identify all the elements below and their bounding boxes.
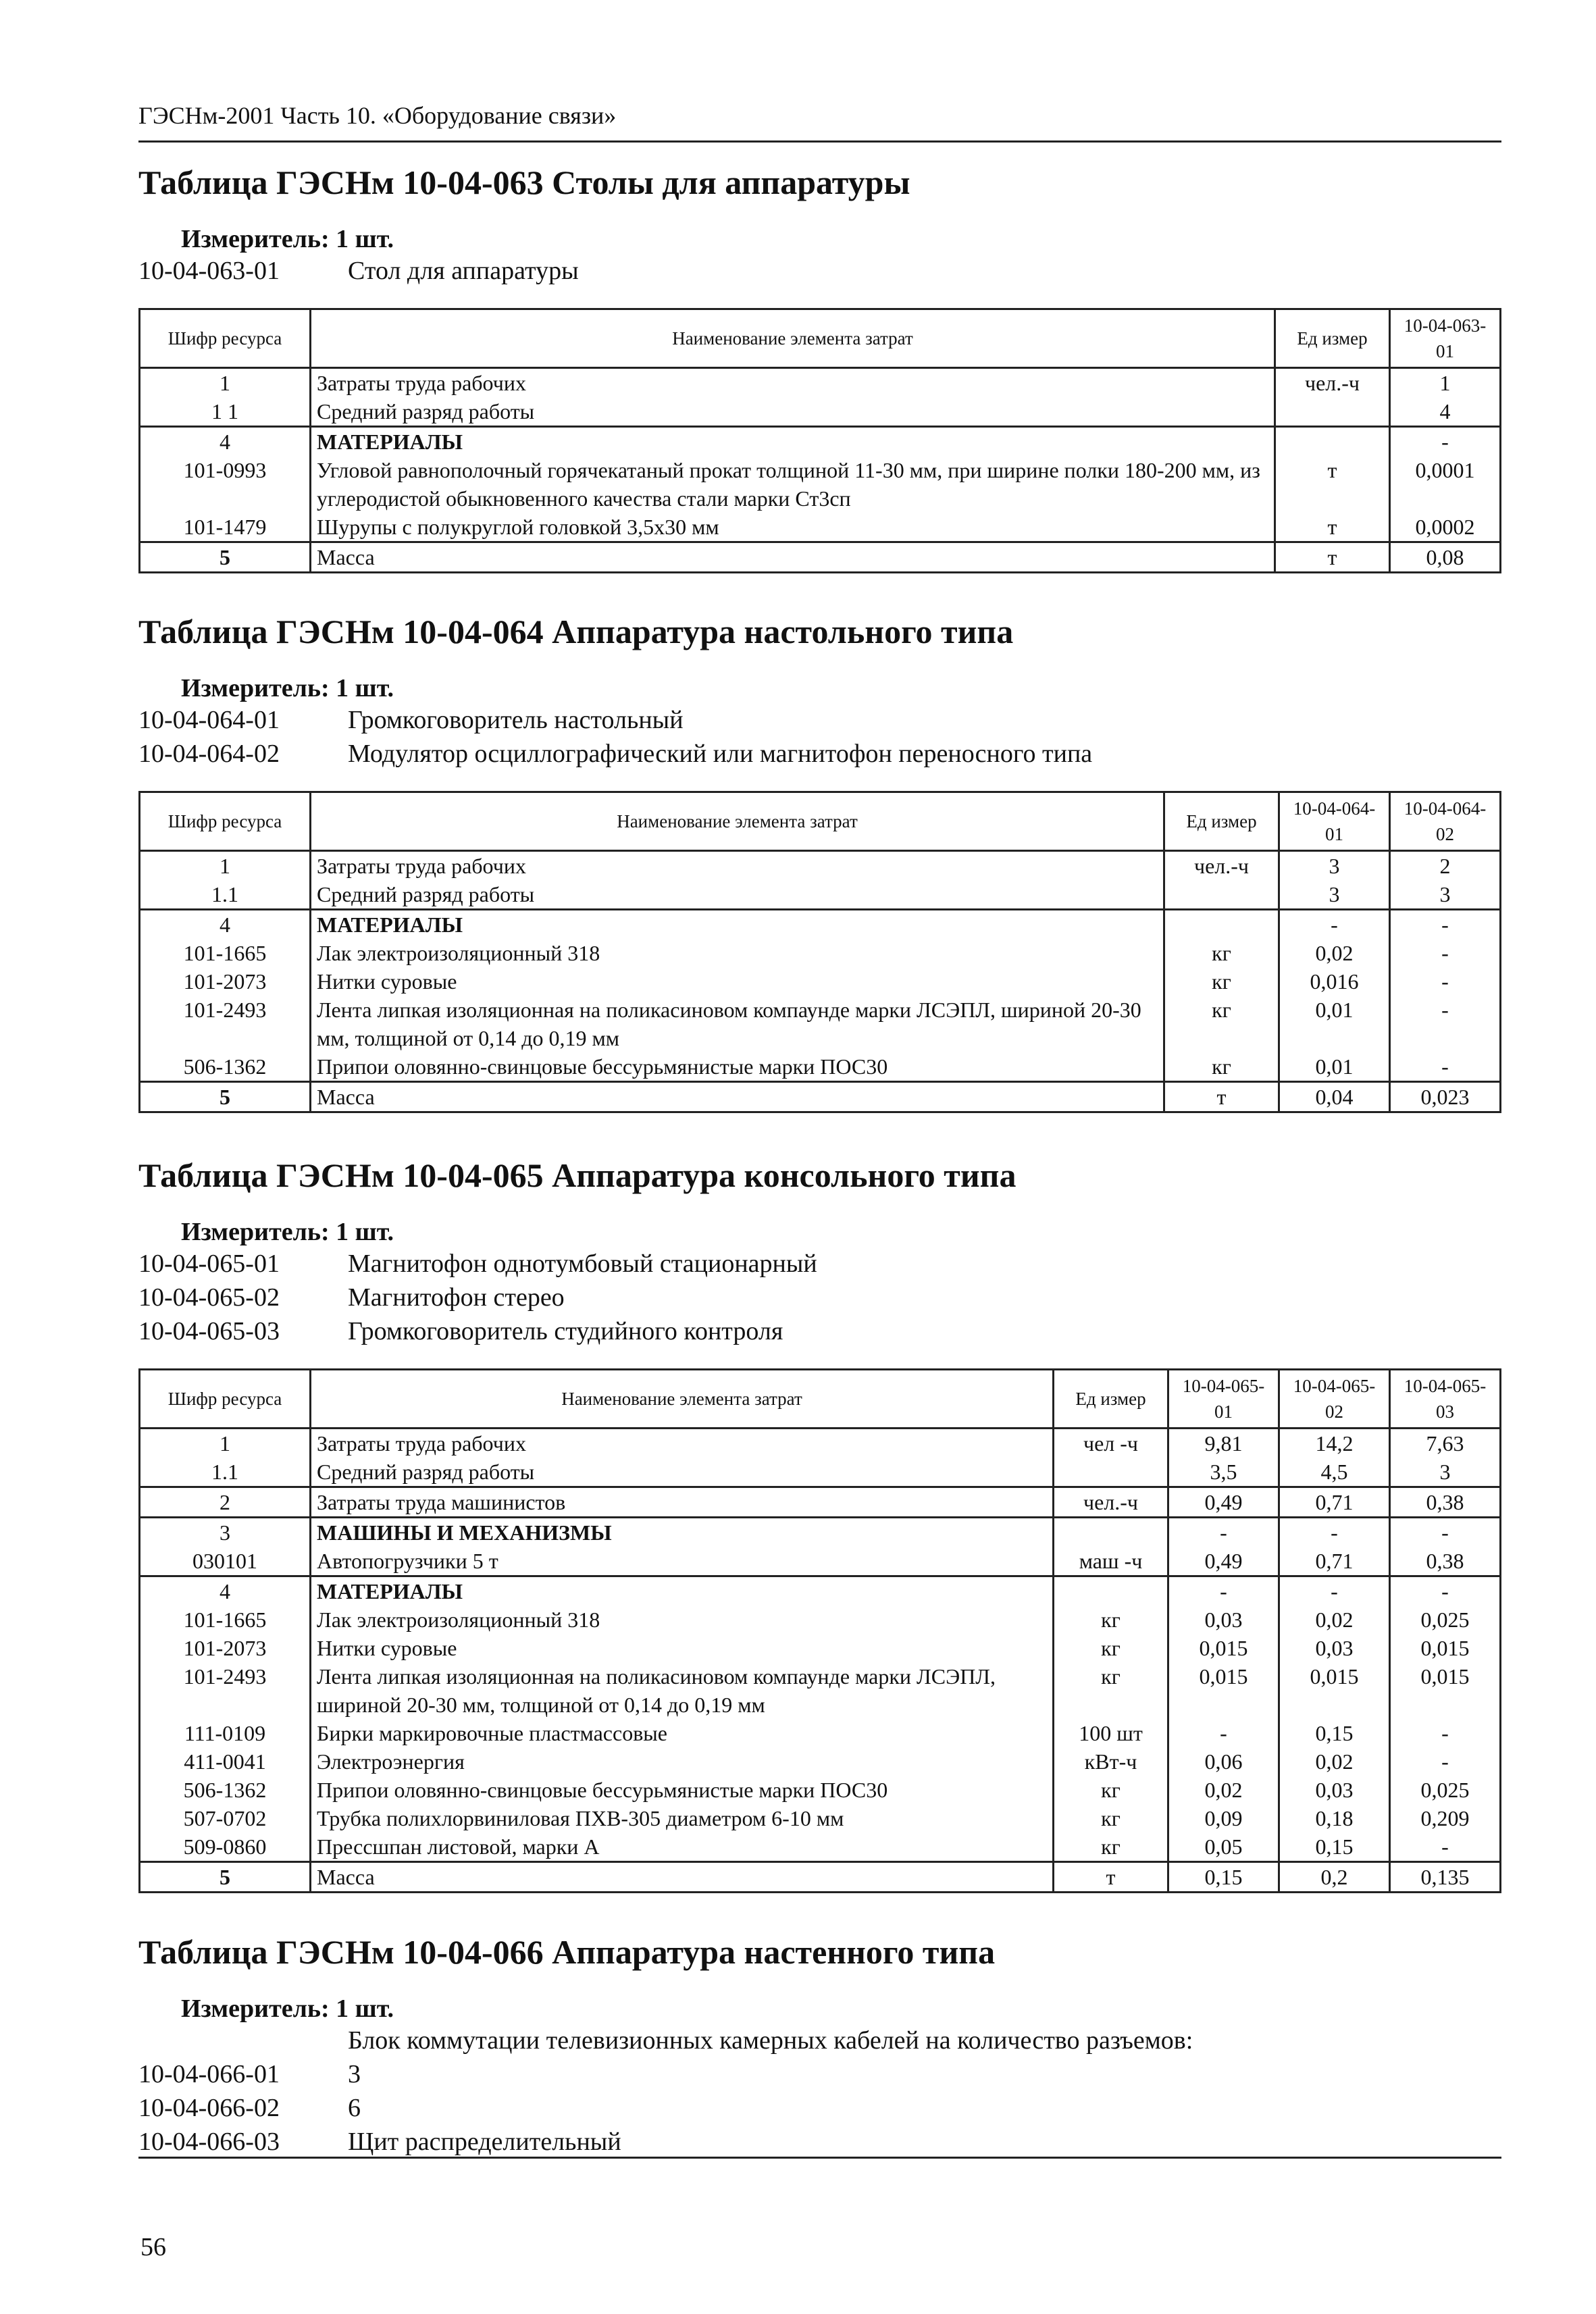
value-cell: 0,209 (1390, 1804, 1501, 1832)
value-cell: 0,135 (1390, 1862, 1501, 1893)
value-cell: - (1390, 427, 1501, 457)
norm-item (138, 703, 1501, 737)
resource-code: 5 (140, 1082, 311, 1112)
column-header: Шифр ресурса (140, 792, 311, 851)
table-row (140, 1719, 1501, 1747)
value-cell: - (1390, 1052, 1501, 1082)
unit-cell (1054, 1576, 1168, 1606)
unit-cell: кг (1054, 1804, 1168, 1832)
value-cell: - (1390, 1719, 1501, 1747)
value-cell: 0,38 (1390, 1547, 1501, 1576)
table-row (140, 1832, 1501, 1862)
cost-element-name: МАТЕРИАЛЫ (311, 427, 1275, 457)
norm-item (138, 254, 1501, 288)
value-cell: 0,03 (1279, 1634, 1390, 1662)
value-cell: - (1390, 910, 1501, 940)
unit-cell: т (1275, 456, 1390, 513)
resource-code: 101-2493 (140, 1662, 311, 1719)
resource-code: 1.1 (140, 1458, 311, 1487)
table-row (140, 967, 1501, 996)
page-number: 56 (140, 2233, 166, 2261)
resource-code: 4 (140, 1576, 311, 1606)
value-cell: 7,63 (1390, 1429, 1501, 1458)
resource-code: 111-0109 (140, 1719, 311, 1747)
resource-code: 4 (140, 427, 311, 457)
table-row (140, 939, 1501, 967)
unit-cell: кВт-ч (1054, 1747, 1168, 1776)
resource-code: 1 1 (140, 397, 311, 427)
norm-name: Стол для аппаратуры (348, 257, 579, 285)
value-cell: 3 (1279, 851, 1390, 881)
table-row (140, 513, 1501, 542)
unit-cell (1164, 880, 1279, 910)
column-header: Ед измер (1054, 1370, 1168, 1429)
value-cell: 0,016 (1279, 967, 1390, 996)
resource-code: 411-0041 (140, 1747, 311, 1776)
cost-element-name: Лак электроизоляционный 318 (311, 939, 1164, 967)
value-cell: 0,71 (1279, 1547, 1390, 1576)
value-cell: 0,015 (1168, 1634, 1279, 1662)
unit-cell: кг (1164, 967, 1279, 996)
table-row (140, 1518, 1501, 1547)
resource-code: 1 (140, 851, 311, 881)
running-header: ГЭСНм-2001 Часть 10. «Оборудование связи» (138, 102, 617, 129)
norm-code: 10-04-066-01 (138, 2060, 280, 2088)
value-cell: 0,09 (1168, 1804, 1279, 1832)
unit-cell: чел.-ч (1054, 1487, 1168, 1518)
unit-cell (1164, 910, 1279, 940)
value-cell: - (1390, 996, 1501, 1052)
cost-element-name: Средний разряд работы (311, 880, 1164, 910)
value-cell: 0,01 (1279, 1052, 1390, 1082)
table-section-066 (138, 1932, 1501, 2159)
resource-code: 101-2493 (140, 996, 311, 1052)
value-cell: - (1168, 1719, 1279, 1747)
cost-element-name: Нитки суровые (311, 1634, 1054, 1662)
value-cell: 0,025 (1390, 1776, 1501, 1804)
table-row (140, 456, 1501, 513)
table-section-065 (138, 1155, 1501, 1893)
column-header: Шифр ресурса (140, 1370, 311, 1429)
resource-code: 1 (140, 368, 311, 398)
cost-table (138, 308, 1501, 573)
meter-label: Измеритель: 1 шт. (181, 1995, 394, 2023)
value-cell: 0,0001 (1390, 456, 1501, 513)
value-cell: 3 (1279, 880, 1390, 910)
norm-item (138, 2125, 1501, 2159)
resource-code: 507-0702 (140, 1804, 311, 1832)
unit-cell: кг (1054, 1832, 1168, 1862)
resource-code: 2 (140, 1487, 311, 1518)
value-cell: 0,15 (1168, 1862, 1279, 1893)
table-row (140, 1804, 1501, 1832)
norm-item (138, 1281, 1501, 1314)
value-cell: 0,02 (1168, 1776, 1279, 1804)
norm-name: 6 (348, 2094, 361, 2122)
value-cell: - (1279, 910, 1390, 940)
meter-label: Измеритель: 1 шт. (181, 674, 394, 702)
column-header: 10-04-065-03 (1390, 1370, 1501, 1429)
value-cell: - (1390, 939, 1501, 967)
cost-element-name: МАТЕРИАЛЫ (311, 910, 1164, 940)
resource-code: 030101 (140, 1547, 311, 1576)
unit-cell: кг (1164, 996, 1279, 1052)
norm-item (138, 1247, 1501, 1281)
value-cell: 1 (1390, 368, 1501, 398)
resource-code: 101-0993 (140, 456, 311, 513)
value-cell: - (1279, 1576, 1390, 1606)
value-cell: - (1390, 967, 1501, 996)
resource-code: 101-1665 (140, 1605, 311, 1634)
table-row (140, 1605, 1501, 1634)
unit-cell: кг (1164, 1052, 1279, 1082)
cost-element-name: МАТЕРИАЛЫ (311, 1576, 1054, 1606)
section-title: Таблица ГЭСНм 10-04-066 Аппаратура настенного типа (138, 1933, 996, 1971)
value-cell: 14,2 (1279, 1429, 1390, 1458)
cost-element-name: Трубка полихлорвиниловая ПХВ-305 диаметром 6-10 мм (311, 1804, 1054, 1832)
value-cell: - (1390, 1832, 1501, 1862)
value-cell: 4,5 (1279, 1458, 1390, 1487)
table-section-064 (138, 611, 1501, 1113)
norm-code: 10-04-064-02 (138, 740, 280, 768)
value-cell: 9,81 (1168, 1429, 1279, 1458)
cost-element-name: МАШИНЫ И МЕХАНИЗМЫ (311, 1518, 1054, 1547)
cost-element-name: Затраты труда машинистов (311, 1487, 1054, 1518)
value-cell: 0,015 (1279, 1662, 1390, 1719)
unit-cell (1054, 1458, 1168, 1487)
unit-cell: маш -ч (1054, 1547, 1168, 1576)
value-cell: 0,03 (1168, 1605, 1279, 1634)
cost-table (138, 791, 1501, 1113)
unit-cell: чел.-ч (1275, 368, 1390, 398)
table-row (140, 1747, 1501, 1776)
norm-item (138, 1314, 1501, 1348)
header-rule (138, 140, 1501, 143)
unit-cell: т (1164, 1082, 1279, 1112)
resource-code: 5 (140, 1862, 311, 1893)
value-cell: 0,02 (1279, 939, 1390, 967)
value-cell: 0,18 (1279, 1804, 1390, 1832)
value-cell: 3,5 (1168, 1458, 1279, 1487)
unit-cell: кг (1054, 1776, 1168, 1804)
resource-code: 5 (140, 542, 311, 573)
table-row (140, 880, 1501, 910)
bottom-rule (138, 2157, 1501, 2159)
resource-code: 101-2073 (140, 967, 311, 996)
value-cell: 0,49 (1168, 1487, 1279, 1518)
cost-element-name: Лента липкая изоляционная на поликасиновом компаунде марки ЛСЭПЛ, шириной 20-30 мм, толщиной от 0,14 до 0,19 мм (311, 996, 1164, 1052)
value-cell: 0,03 (1279, 1776, 1390, 1804)
value-cell: 0,05 (1168, 1832, 1279, 1862)
cost-element-name: Масса (311, 1082, 1164, 1112)
resource-code: 506-1362 (140, 1776, 311, 1804)
unit-cell (1275, 397, 1390, 427)
value-cell: 0,2 (1279, 1862, 1390, 1893)
cost-element-name: Шурупы с полукруглой головкой 3,5х30 мм (311, 513, 1275, 542)
table-row (140, 1458, 1501, 1487)
table-row (140, 427, 1501, 457)
value-cell: - (1279, 1518, 1390, 1547)
section-title: Таблица ГЭСНм 10-04-064 Аппаратура настольного типа (138, 613, 1014, 650)
table-row (140, 1547, 1501, 1576)
table-row (140, 1576, 1501, 1606)
cost-element-name: Масса (311, 1862, 1054, 1893)
cost-element-name: Автопогрузчики 5 т (311, 1547, 1054, 1576)
norm-item (138, 737, 1501, 771)
unit-cell: т (1275, 513, 1390, 542)
unit-cell: кг (1054, 1634, 1168, 1662)
value-cell: 0,08 (1390, 542, 1501, 573)
value-cell: 2 (1390, 851, 1501, 881)
norm-name: Громкоговоритель студийного контроля (348, 1317, 783, 1345)
norm-name: 3 (348, 2060, 361, 2088)
norm-code: 10-04-066-03 (138, 2128, 280, 2156)
column-header: Наименование элемента затрат (311, 1370, 1054, 1429)
unit-cell (1275, 427, 1390, 457)
value-cell: 0,015 (1390, 1634, 1501, 1662)
cost-element-name: Затраты труда рабочих (311, 368, 1275, 398)
header-row (140, 792, 1501, 851)
resource-code: 101-2073 (140, 1634, 311, 1662)
table-row (140, 542, 1501, 573)
value-cell: - (1390, 1576, 1501, 1606)
unit-cell: чел.-ч (1164, 851, 1279, 881)
value-cell: 0,02 (1279, 1605, 1390, 1634)
value-cell: 0,02 (1279, 1747, 1390, 1776)
cost-element-name: Затраты труда рабочих (311, 851, 1164, 881)
cost-element-name: Угловой равнополочный горячекатаный прокат толщиной 11-30 мм, при ширине полки 180-200 мм, из углеродистой обыкновенного качества стали марки Ст3сп (311, 456, 1275, 513)
value-cell: 0,04 (1279, 1082, 1390, 1112)
unit-cell: кг (1054, 1605, 1168, 1634)
cost-element-name: Прессшпан листовой, марки А (311, 1832, 1054, 1862)
column-header: Наименование элемента затрат (311, 792, 1164, 851)
table-row (140, 397, 1501, 427)
cost-table (138, 1368, 1501, 1893)
column-header: Ед измер (1164, 792, 1279, 851)
value-cell: - (1390, 1518, 1501, 1547)
cost-element-name: Нитки суровые (311, 967, 1164, 996)
resource-code: 3 (140, 1518, 311, 1547)
cost-element-name: Затраты труда рабочих (311, 1429, 1054, 1458)
resource-code: 1 (140, 1429, 311, 1458)
table-row (140, 1776, 1501, 1804)
value-cell: 0,023 (1390, 1082, 1501, 1112)
resource-code: 509-0860 (140, 1832, 311, 1862)
norm-item (138, 2091, 1501, 2125)
resource-code: 506-1362 (140, 1052, 311, 1082)
resource-code: 101-1665 (140, 939, 311, 967)
section-title: Таблица ГЭСНм 10-04-065 Аппаратура консольного типа (138, 1156, 1016, 1194)
table-row (140, 368, 1501, 398)
unit-cell: т (1054, 1862, 1168, 1893)
table-row (140, 1862, 1501, 1893)
cost-element-name: Бирки маркировочные пластмассовые (311, 1719, 1054, 1747)
value-cell: 0,01 (1279, 996, 1390, 1052)
unit-cell: кг (1164, 939, 1279, 967)
cost-element-name: Лак электроизоляционный 318 (311, 1605, 1054, 1634)
value-cell: 0,15 (1279, 1719, 1390, 1747)
table-row (140, 996, 1501, 1052)
value-cell: - (1168, 1576, 1279, 1606)
column-header: Наименование элемента затрат (311, 309, 1275, 368)
cost-element-name: Электроэнергия (311, 1747, 1054, 1776)
norm-item (138, 2057, 1501, 2091)
value-cell: 0,38 (1390, 1487, 1501, 1518)
value-cell: 3 (1390, 1458, 1501, 1487)
meter-label: Измеритель: 1 шт. (181, 1218, 394, 1246)
unit-cell: кг (1054, 1662, 1168, 1719)
column-header: Ед измер (1275, 309, 1390, 368)
value-cell: 0,15 (1279, 1832, 1390, 1862)
header-row (140, 309, 1501, 368)
norm-name: Щит распределительный (348, 2128, 621, 2156)
column-header: 10-04-064-02 (1390, 792, 1501, 851)
value-cell: - (1390, 1747, 1501, 1776)
cost-element-name: Средний разряд работы (311, 397, 1275, 427)
norm-name: Модулятор осциллографический или магнитофон переносного типа (348, 740, 1093, 768)
cost-element-name: Припои оловянно-свинцовые бессурьмянистые марки ПОС30 (311, 1776, 1054, 1804)
unit-cell: т (1275, 542, 1390, 573)
cost-element-name: Масса (311, 542, 1275, 573)
header-row (140, 1370, 1501, 1429)
cost-element-name: Средний разряд работы (311, 1458, 1054, 1487)
table-row (140, 1634, 1501, 1662)
unit-cell: чел -ч (1054, 1429, 1168, 1458)
value-cell: 3 (1390, 880, 1501, 910)
table-row (140, 910, 1501, 940)
norm-code: 10-04-066-02 (138, 2094, 280, 2122)
table-section-063 (138, 162, 1501, 573)
table-row (140, 1487, 1501, 1518)
value-cell: 0,025 (1390, 1605, 1501, 1634)
column-header: 10-04-065-02 (1279, 1370, 1390, 1429)
norm-name: Магнитофон однотумбовый стационарный (348, 1250, 817, 1278)
norm-code: 10-04-064-01 (138, 706, 280, 734)
group-caption: Блок коммутации телевизионных камерных кабелей на количество разъемов: (348, 2026, 1193, 2055)
norm-code: 10-04-065-01 (138, 1250, 280, 1278)
table-row (140, 1052, 1501, 1082)
resource-code: 4 (140, 910, 311, 940)
meter-label: Измеритель: 1 шт. (181, 225, 394, 253)
table-row (140, 1429, 1501, 1458)
cost-element-name: Лента липкая изоляционная на поликасиновом компаунде марки ЛСЭПЛ, шириной 20-30 мм, толщиной от 0,14 до 0,19 мм (311, 1662, 1054, 1719)
value-cell: 0,49 (1168, 1547, 1279, 1576)
value-cell: 0,06 (1168, 1747, 1279, 1776)
section-title: Таблица ГЭСНм 10-04-063 Столы для аппаратуры (138, 163, 910, 201)
table-row (140, 1662, 1501, 1719)
resource-code: 101-1479 (140, 513, 311, 542)
table-row (140, 1082, 1501, 1112)
group-caption-row (138, 2024, 1501, 2057)
column-header: 10-04-063-01 (1390, 309, 1501, 368)
value-cell: 0,015 (1390, 1662, 1501, 1719)
resource-code: 1.1 (140, 880, 311, 910)
value-cell: 0,015 (1168, 1662, 1279, 1719)
unit-cell (1054, 1518, 1168, 1547)
value-cell: 0,0002 (1390, 513, 1501, 542)
cost-element-name: Припои оловянно-свинцовые бессурьмянистые марки ПОС30 (311, 1052, 1164, 1082)
column-header: 10-04-065-01 (1168, 1370, 1279, 1429)
norm-code: 10-04-065-02 (138, 1283, 280, 1312)
value-cell: - (1168, 1518, 1279, 1547)
norm-code: 10-04-065-03 (138, 1317, 280, 1345)
value-cell: 4 (1390, 397, 1501, 427)
norm-name: Громкоговоритель настольный (348, 706, 684, 734)
unit-cell: 100 шт (1054, 1719, 1168, 1747)
table-row (140, 851, 1501, 881)
column-header: 10-04-064-01 (1279, 792, 1390, 851)
norm-code: 10-04-063-01 (138, 257, 280, 285)
norm-name: Магнитофон стерео (348, 1283, 565, 1312)
value-cell: 0,71 (1279, 1487, 1390, 1518)
column-header: Шифр ресурса (140, 309, 311, 368)
